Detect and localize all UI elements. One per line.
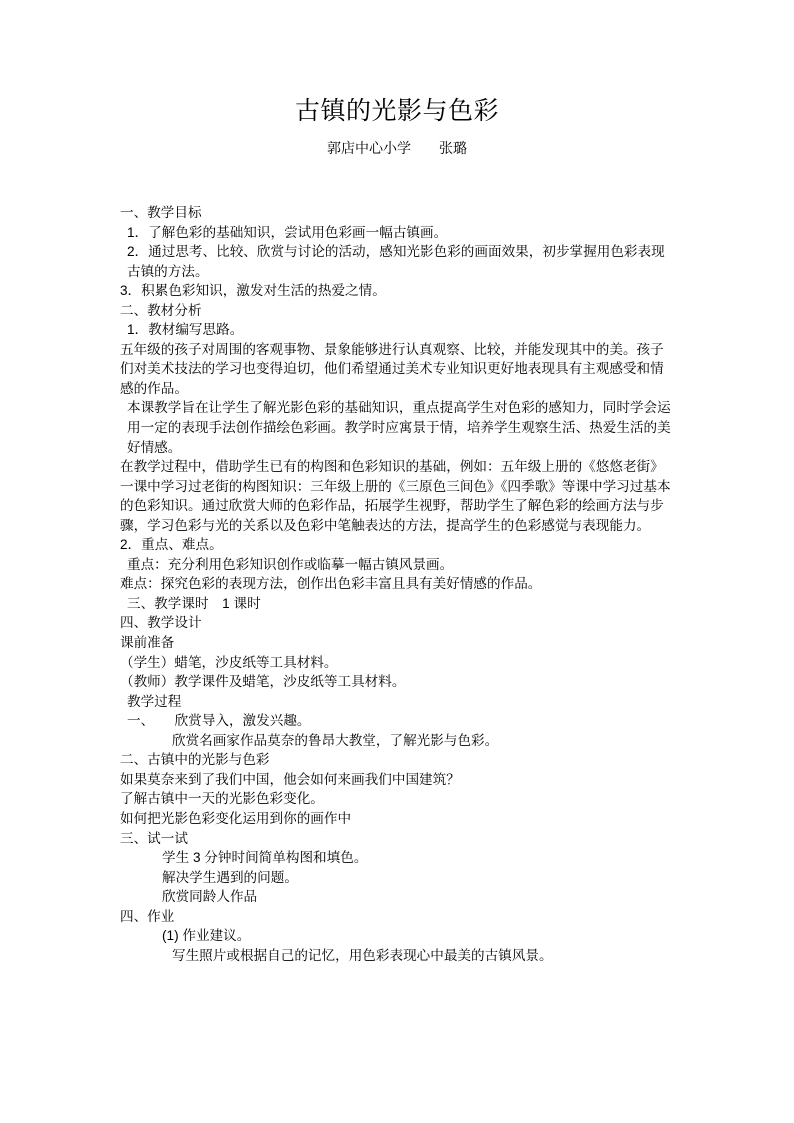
document-line: 重点：充分利用色彩知识创作或临摹一幅古镇风景画。: [127, 556, 454, 572]
document-line: 了解古镇中一天的光影色彩变化。: [120, 791, 324, 807]
document-line: 四、教学设计: [120, 615, 202, 631]
document-line: 一、教学目标: [120, 205, 202, 220]
document-line: 3．积累色彩知识，激发对生活的热爱之情。: [120, 283, 386, 299]
document-line: 一、 欣赏导入，激发兴趣。: [127, 713, 311, 729]
document-line: 如果莫奈来到了我们中国，他会如何来画我们中国建筑？: [120, 771, 460, 787]
document-body: [120, 203, 676, 965]
document-line: 五年级的孩子对周围的客观事物、景象能够进行认真观察、比较，并能发现其中的美。孩子们对美术技法的学习也变得迫切，他们希望通过美术专业知识更好地表现具有主观感受和情感的作品。: [120, 341, 664, 396]
document-line: 三、教学课时 1 课时: [127, 595, 261, 611]
document-line: 难点：探究色彩的表现方法，创作出色彩丰富且具有美好情感的作品。: [120, 576, 542, 592]
document-line: 1．了解色彩的基础知识，尝试用色彩画一幅古镇画。: [127, 224, 448, 240]
document-line: 三、试一试: [120, 830, 188, 846]
document-byline: 郭店中心小学 张璐: [327, 140, 467, 156]
document-line: 二、古镇中的光影与色彩: [120, 752, 270, 768]
document-line: 本课教学旨在让学生了解光影色彩的基础知识，重点提高学生对色彩的感知力，同时学会运用一定的表现手法创作描绘色彩画。教学时应寓景于情，培养学生观察生活、热爱生活的美好情感。: [127, 400, 671, 455]
document-line: 1．教材编写思路。: [127, 322, 244, 338]
document-line: 课前准备: [120, 635, 175, 651]
document-line: 解决学生遇到的问题。: [162, 869, 298, 885]
document-line: （学生）蜡笔，沙皮纸等工具材料。: [120, 654, 338, 670]
document-line: 学生 3 分钟时间简单构图和填色。: [162, 850, 368, 866]
document-line: 如何把光影色彩变化运用到你的画作中: [120, 810, 352, 826]
document-line: 教学过程: [127, 693, 182, 709]
document-line: 四、作业: [120, 908, 175, 924]
document-line: (1) 作业建议。: [162, 928, 251, 944]
document-line: 二、教材分析: [120, 302, 202, 318]
document-line: 欣赏名画家作品莫奈的鲁昂大教堂，了解光影与色彩。: [172, 732, 499, 748]
document-line: 欣赏同龄人作品: [162, 889, 258, 905]
document-line: 在教学过程中，借助学生已有的构图和色彩知识的基础，例如：五年级上册的《悠悠老街》一课中学习过老街的构图知识：三年级上册的《三原色三间色》《四季歌》等课中学习过基本的色彩知识。通过欣赏大师的色彩作品，拓展学生视野，帮助学生了解色彩的绘画方法与步骤，学习色彩与光的关系以及色彩中笔触表达的方法，提高学生的色彩感觉与表现能力。 2．重点、难点。: [120, 459, 671, 553]
document-line: 写生照片或根据自己的记忆，用色彩表现心中最美的古镇风景。: [172, 947, 553, 963]
document-line: 2．通过思考、比较、欣赏与讨论的活动，感知光影色彩的画面效果，初步掌握用色彩表现古镇的方法。: [127, 244, 665, 279]
document-line: （教师）教学课件及蜡笔，沙皮纸等工具材料。: [120, 674, 406, 690]
page-title: 古镇的光影与色彩: [294, 97, 499, 125]
